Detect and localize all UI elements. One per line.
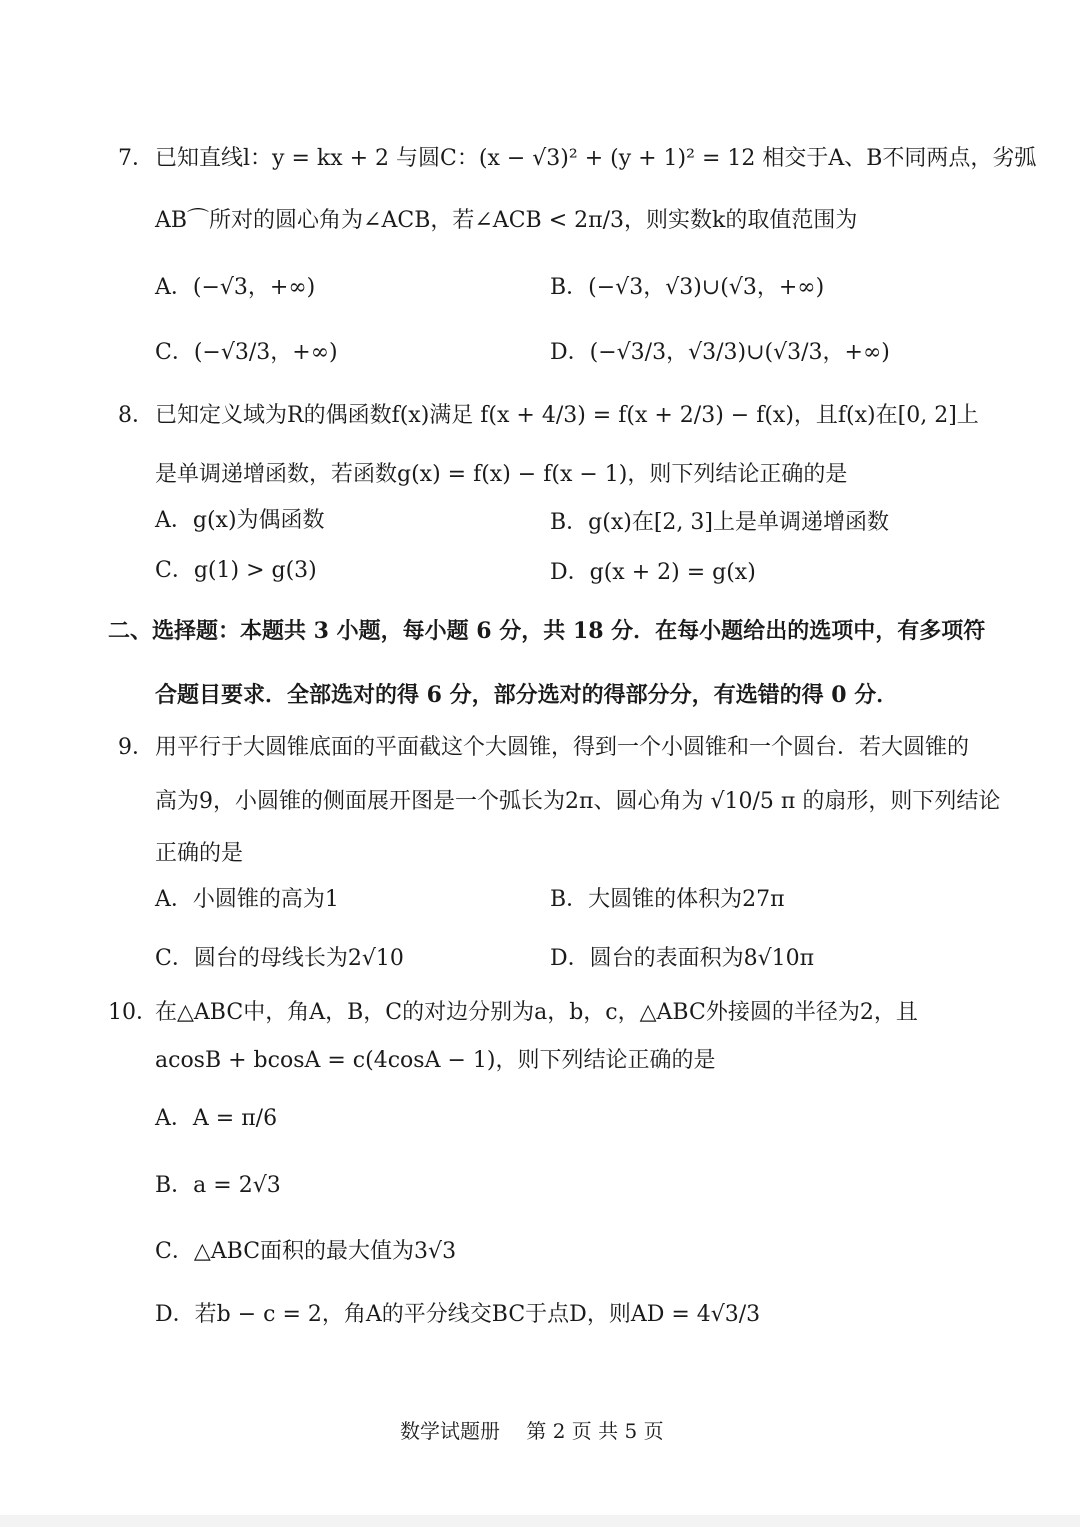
q9-stem-line1: 用平行于大圆锥底面的平面截这个大圆锥，得到一个小圆锥和一个圆台．若大圆锥的 [155, 735, 970, 760]
q10-stem-line1: 在△ABC中，角A，B，C的对边分别为a，b，c，△ABC外接圆的半径为2，且 [155, 1000, 918, 1025]
q7-number: 7． [118, 146, 154, 171]
q8-stem-line2: 是单调递增函数，若函数g(x) = f(x) − f(x − 1)，则下列结论正确的是 [155, 462, 848, 487]
q9-option-c: C．圆台的母线长为2√10 [155, 946, 404, 971]
footer-page-number: 第 2 页 共 5 页 [526, 1419, 664, 1443]
q8-stem-line1: 已知定义域为R的偶函数f(x)满足 f(x + 4/3) = f(x + 2/3) − f(x)，且f(x)在[0, 2]上 [155, 403, 979, 428]
q10-option-c: C．△ABC面积的最大值为3√3 [155, 1239, 457, 1264]
page-footer [400, 1415, 684, 1444]
scan-bottom-edge [0, 1515, 1080, 1527]
q9-number: 9． [118, 735, 154, 760]
q8-option-c: C．g(1) > g(3) [155, 558, 317, 583]
q7-option-c: C．(−√3/3，+∞) [155, 340, 338, 365]
q9-stem-line2: 高为9，小圆锥的侧面展开图是一个弧长为2π、圆心角为 √10/5 π 的扇形，则下列结论 [155, 789, 1001, 814]
q8-number: 8． [118, 403, 154, 428]
q7-stem-line2: AB⌒所对的圆心角为∠ACB，若∠ACB < 2π/3，则实数k的取值范围为 [155, 208, 858, 233]
q10-option-a: A．A = π/6 [155, 1106, 278, 1131]
q8-option-d: D．g(x + 2) = g(x) [550, 560, 756, 585]
q9-stem-line3: 正确的是 [155, 841, 244, 866]
q8-option-b: B．g(x)在[2, 3]上是单调递增函数 [550, 510, 889, 535]
footer-book-title: 数学试题册 [400, 1419, 500, 1443]
q10-option-d: D．若b − c = 2，角A的平分线交BC于点D，则AD = 4√3/3 [155, 1302, 761, 1327]
q9-option-a: A．小圆锥的高为1 [155, 887, 339, 912]
q9-option-d: D．圆台的表面积为8√10π [550, 946, 815, 971]
q10-option-b: B．a = 2√3 [155, 1173, 281, 1198]
q10-stem-line2: acosB + bcosA = c(4cosA − 1)，则下列结论正确的是 [155, 1048, 716, 1073]
section2-heading-line2: 合题目要求．全部选对的得 6 分，部分选对的得部分分，有选错的得 0 分． [155, 682, 899, 708]
q9-option-b: B．大圆锥的体积为27π [550, 887, 785, 912]
q7-option-b: B．(−√3，√3)∪(√3，+∞) [550, 275, 825, 300]
q7-option-a: A．(−√3，+∞) [155, 275, 316, 300]
q7-stem-line1: 已知直线l：y = kx + 2 与圆C：(x − √3)² + (y + 1)² = 12 相交于A、B不同两点，劣弧 [155, 146, 1037, 171]
section2-heading-line1: 二、选择题：本题共 3 小题，每小题 6 分，共 18 分．在每小题给出的选项中，有多项符 [108, 618, 986, 644]
q7-option-d: D．(−√3/3，√3/3)∪(√3/3，+∞) [550, 340, 890, 365]
q10-number: 10． [108, 1000, 158, 1025]
q8-option-a: A．g(x)为偶函数 [155, 508, 325, 533]
